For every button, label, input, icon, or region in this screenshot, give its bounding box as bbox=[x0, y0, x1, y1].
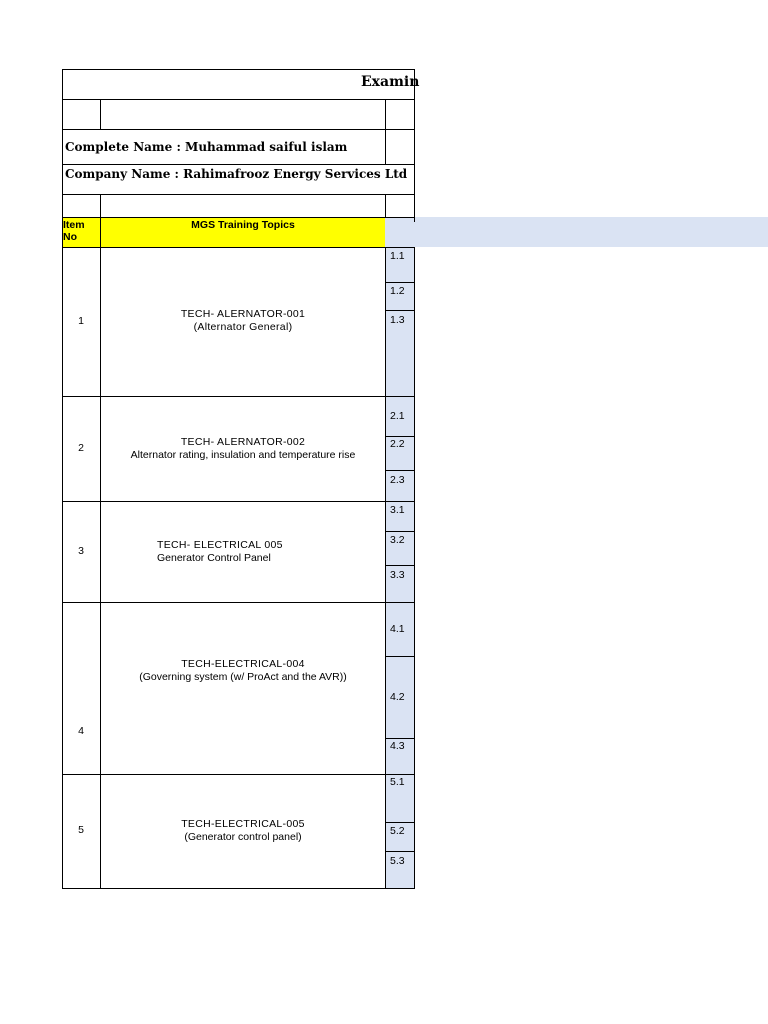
topic-description: (Generator control panel) bbox=[184, 831, 302, 843]
sub-grid-line bbox=[385, 531, 415, 532]
grid-line bbox=[385, 194, 386, 217]
grid-line bbox=[62, 69, 63, 888]
grid-line bbox=[414, 247, 415, 888]
subitem-number: 1.3 bbox=[390, 314, 405, 326]
topic-code: TECH- ALERNATOR-001 bbox=[180, 308, 306, 320]
grid-line bbox=[62, 69, 415, 70]
subitem-number: 3.2 bbox=[390, 534, 405, 546]
subitem-number: 2.2 bbox=[390, 438, 405, 450]
topic-code: TECH- ALERNATOR-002 bbox=[180, 436, 306, 448]
grid-line bbox=[62, 129, 415, 130]
sub-grid-line bbox=[385, 436, 415, 437]
topic-description: Generator Control Panel bbox=[157, 552, 271, 564]
subitem-number: 2.3 bbox=[390, 474, 405, 486]
subitem-number: 4.2 bbox=[390, 691, 405, 703]
sub-grid-line bbox=[385, 656, 415, 657]
item-number: 5 bbox=[78, 824, 84, 836]
grid-line bbox=[100, 194, 101, 888]
grid-line bbox=[62, 99, 415, 100]
complete-name: Complete Name : Muhammad saiful islam bbox=[65, 140, 348, 154]
grid-line bbox=[385, 99, 386, 164]
item-number: 2 bbox=[78, 442, 84, 454]
subitem-number: 3.1 bbox=[390, 504, 405, 516]
topic-description: Alternator rating, insulation and temperature rise bbox=[130, 449, 356, 461]
sub-grid-line bbox=[385, 851, 415, 852]
topic-code: TECH-ELECTRICAL-005 bbox=[181, 818, 305, 830]
column-header-item-no: Item No bbox=[63, 219, 85, 243]
sub-grid-line bbox=[385, 282, 415, 283]
sub-grid-line bbox=[385, 310, 415, 311]
sub-grid-line bbox=[385, 470, 415, 471]
subitem-column-fill bbox=[385, 247, 415, 888]
topic-description: (Governing system (w/ ProAct and the AVR)) bbox=[139, 671, 347, 683]
topic-code: TECH- ELECTRICAL 005 bbox=[157, 539, 283, 551]
grid-line bbox=[62, 396, 415, 397]
grid-line bbox=[62, 247, 415, 248]
subitem-number: 4.1 bbox=[390, 623, 405, 635]
sub-grid-line bbox=[385, 738, 415, 739]
item-number: 1 bbox=[78, 315, 84, 327]
subitem-number: 4.3 bbox=[390, 740, 405, 752]
subitem-number: 1.1 bbox=[390, 250, 405, 262]
subitem-number: 5.1 bbox=[390, 776, 405, 788]
grid-line bbox=[62, 164, 415, 165]
grid-line bbox=[62, 217, 415, 218]
column-header-topics: MGS Training Topics bbox=[191, 219, 295, 231]
grid-line bbox=[62, 194, 415, 195]
grid-line bbox=[414, 69, 415, 222]
grid-line bbox=[62, 602, 415, 603]
subitem-number: 2.1 bbox=[390, 410, 405, 422]
exam-title: Examin bbox=[361, 74, 420, 90]
sub-grid-line bbox=[385, 822, 415, 823]
header-row-fill-blue bbox=[385, 217, 768, 247]
subitem-number: 5.2 bbox=[390, 825, 405, 837]
subitem-number: 3.3 bbox=[390, 569, 405, 581]
sub-grid-line bbox=[385, 565, 415, 566]
subitem-number: 1.2 bbox=[390, 285, 405, 297]
grid-line bbox=[385, 247, 386, 888]
grid-line bbox=[62, 774, 415, 775]
item-number: 4 bbox=[78, 725, 84, 737]
topic-code: TECH-ELECTRICAL-004 bbox=[181, 658, 305, 670]
item-number: 3 bbox=[78, 545, 84, 557]
grid-line bbox=[62, 888, 415, 889]
grid-line bbox=[62, 501, 415, 502]
grid-line bbox=[100, 99, 101, 129]
subitem-number: 5.3 bbox=[390, 855, 405, 867]
company-name: Company Name : Rahimafrooz Energy Services Ltd bbox=[65, 167, 408, 181]
topic-description: (Alternator General) bbox=[193, 321, 293, 333]
